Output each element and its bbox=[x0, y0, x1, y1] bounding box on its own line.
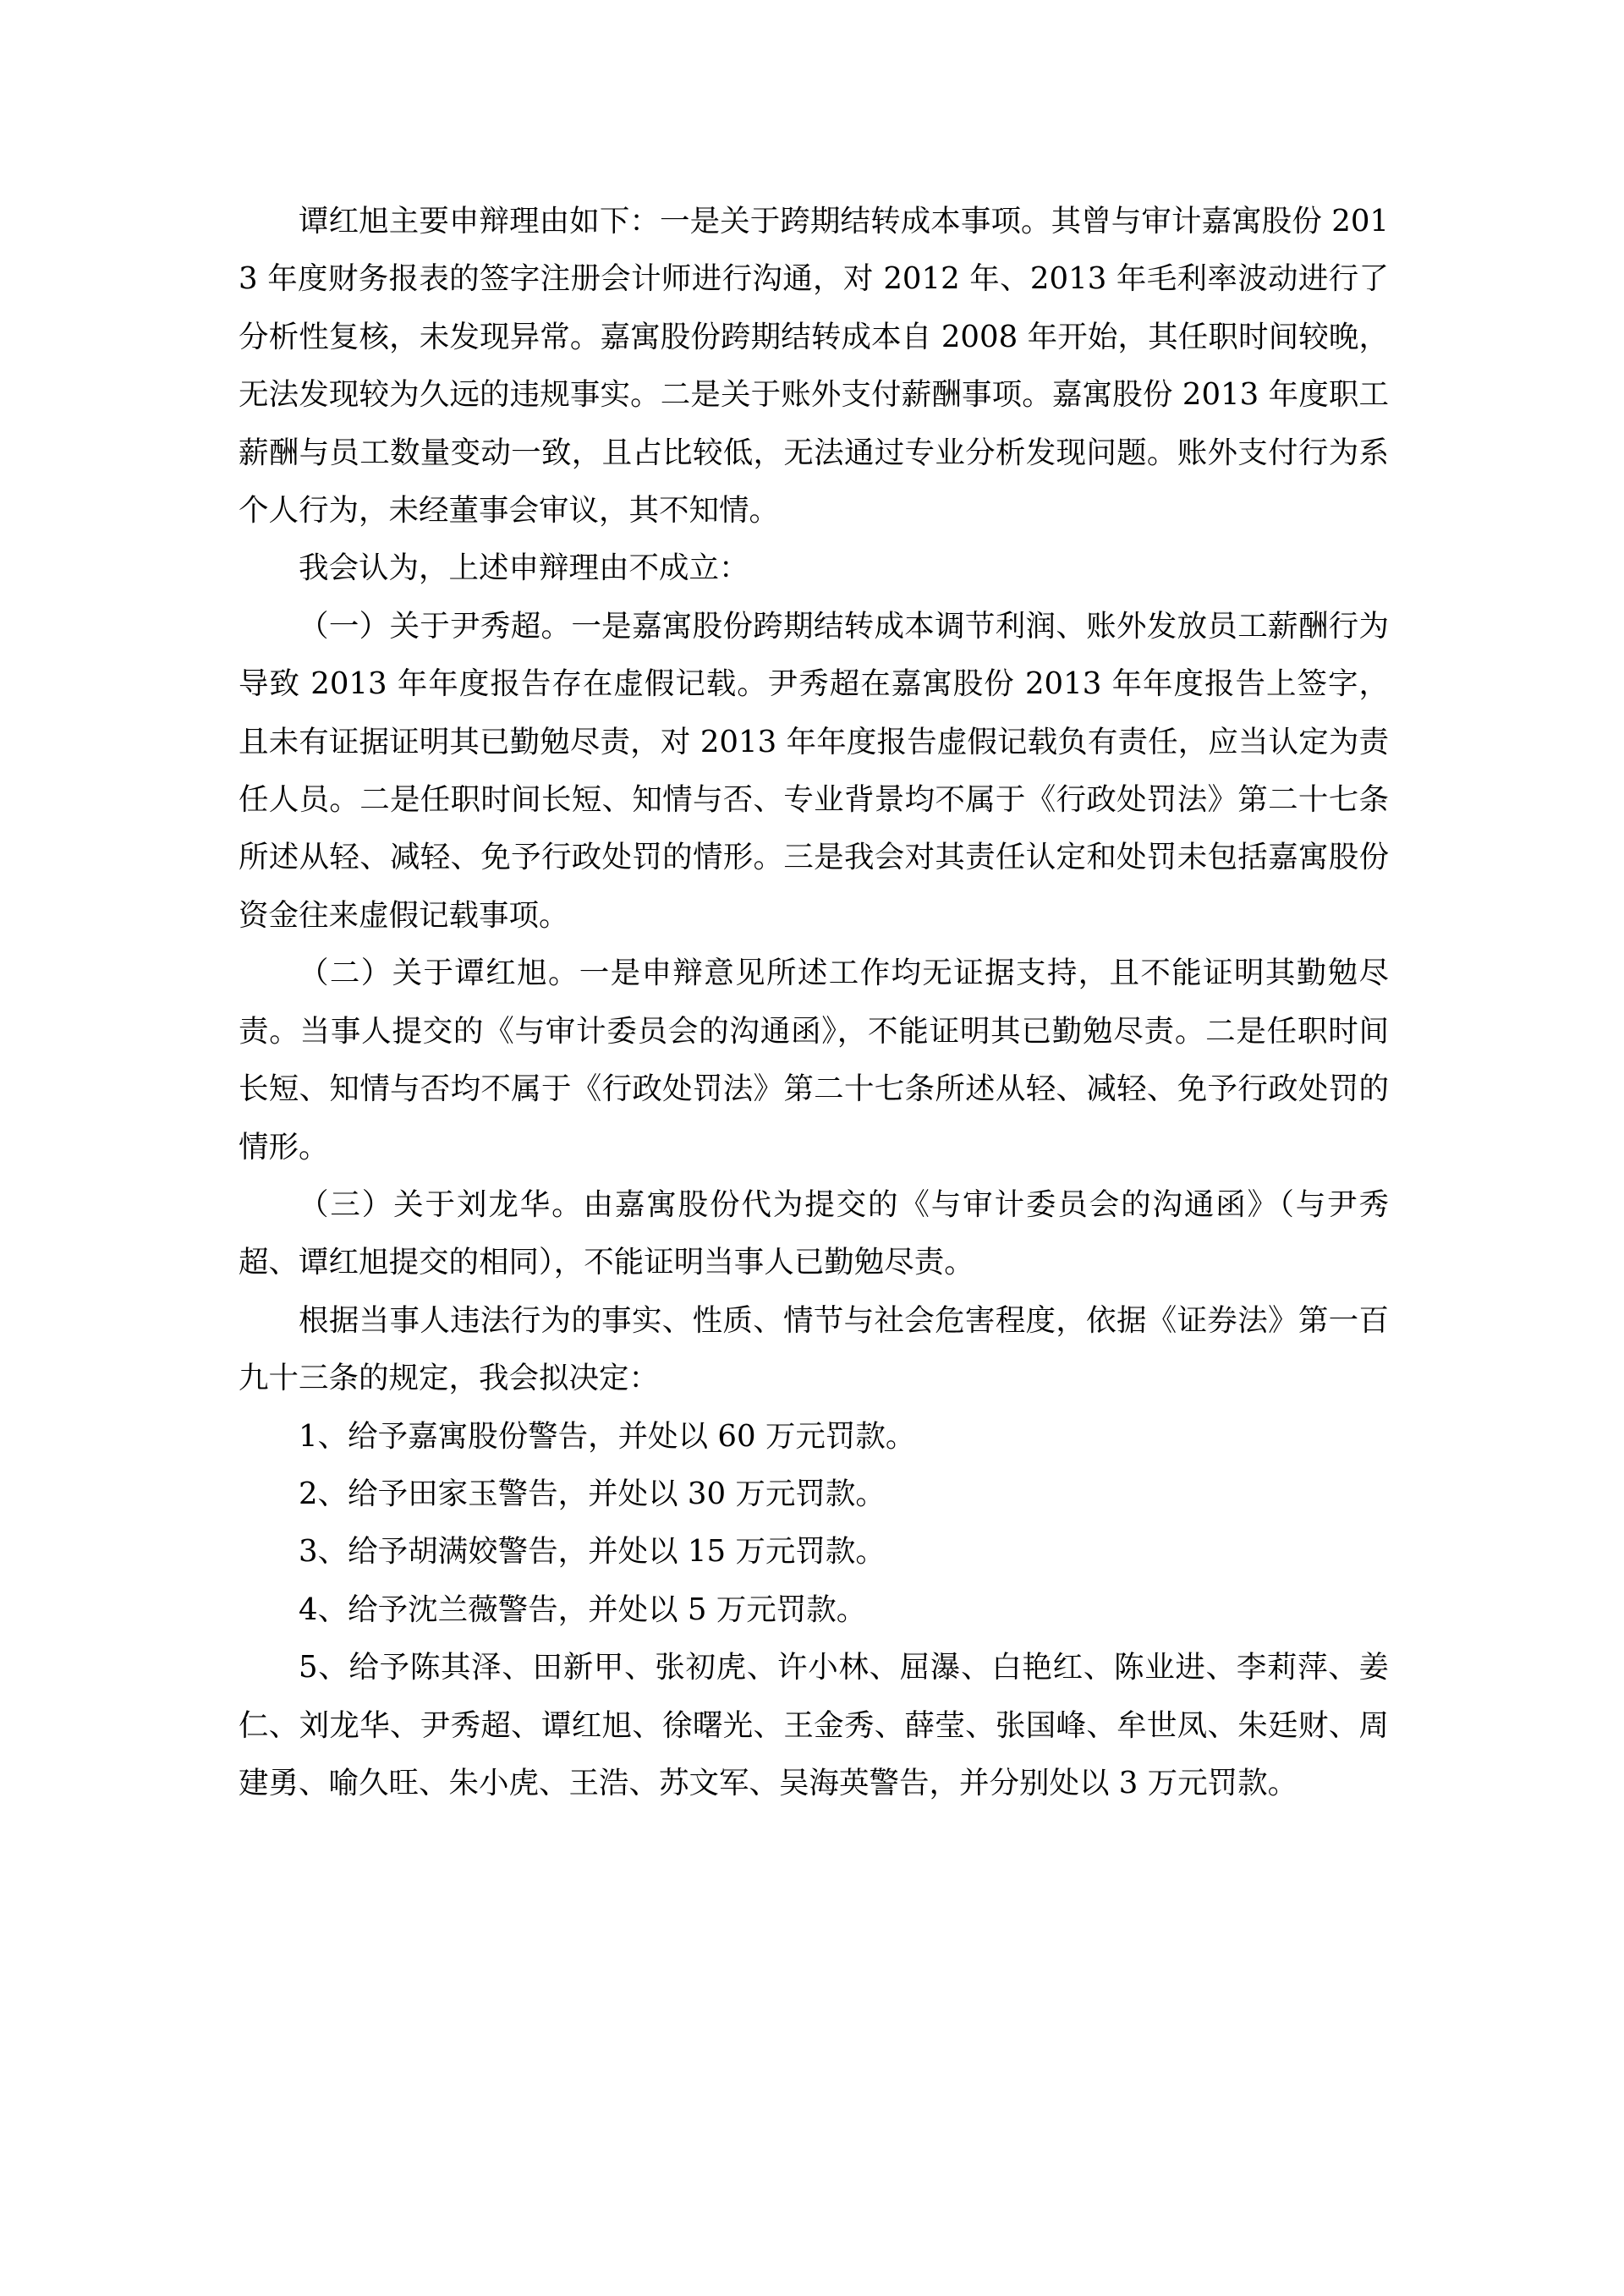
paragraph-penalty-item-5: 5、给予陈其泽、田新甲、张初虎、许小林、屈瀑、白艳红、陈业进、李莉萍、姜仁、刘龙华、尹秀超、谭红旭、徐曙光、王金秀、薛莹、张国峰、牟世凤、朱廷财、周建勇、喻久旺、朱小虎、王浩、苏文军、吴海英警告，并分别处以 3 万元罚款。 bbox=[239, 1650, 1389, 1800]
paragraph-legal-basis: 根据当事人违法行为的事实、性质、情节与社会危害程度，依据《证券法》第一百九十三条的规定，我会拟决定： bbox=[239, 1302, 1389, 1396]
paragraph-penalty-item-4: 4、给予沈兰薇警告，并处以 5 万元罚款。 bbox=[299, 1592, 867, 1627]
paragraph-penalty-item-3: 3、给予胡满姣警告，并处以 15 万元罚款。 bbox=[299, 1534, 886, 1570]
paragraph-tan-hongxu-defense: 谭红旭主要申辩理由如下：一是关于跨期结转成本事项。其曾与审计嘉寓股份 2013 年度财务报表的签字注册会计师进行沟通，对 2012 年、2013 年毛利率波动进行了分析性复核，未发现异常。嘉寓股份跨期结转成本自 2008 年开始，其任职时间较晚，无法发现较为久远的违规事实。二是关于账外支付薪酬事项。嘉寓股份 2013 年度职工薪酬与员工数量变动一致，且占比较低，无法通过专业分析发现问题。账外支付行为系个人行为，未经董事会审议，其不知情。 bbox=[239, 204, 1389, 529]
document-body bbox=[239, 193, 1389, 1812]
paragraph-section-three-liulonghua: （三）关于刘龙华。由嘉寓股份代为提交的《与审计委员会的沟通函》（与尹秀超、谭红旭提交的相同），不能证明当事人已勤勉尽责。 bbox=[239, 1186, 1389, 1280]
paragraph-penalty-item-1: 1、给予嘉寓股份警告，并处以 60 万元罚款。 bbox=[299, 1418, 916, 1454]
paragraph-section-two-tanhongxu: （二）关于谭红旭。一是申辩意见所述工作均无证据支持，且不能证明其勤勉尽责。当事人提交的《与审计委员会的沟通函》，不能证明其已勤勉尽责。二是任职时间长短、知情与否均不属于《行政处罚法》第二十七条所述从轻、减轻、免予行政处罚的情形。 bbox=[239, 956, 1389, 1164]
paragraph-commission-conclusion: 我会认为，上述申辩理由不成立： bbox=[299, 551, 749, 586]
paragraph-penalty-item-2: 2、给予田家玉警告，并处以 30 万元罚款。 bbox=[299, 1476, 886, 1511]
paragraph-section-one-yinxiuchao: （一）关于尹秀超。一是嘉寓股份跨期结转成本调节利润、账外发放员工薪酬行为导致 2013 年年度报告存在虚假记载。尹秀超在嘉寓股份 2013 年年度报告上签字，且未有证据证明其已勤勉尽责，对 2013 年年度报告虚假记载负有责任，应当认定为责任人员。二是任职时间长短、知情与否、专业背景均不属于《行政处罚法》第二十七条所述从轻、减轻、免予行政处罚的情形。三是我会对其责任认定和处罚未包括嘉寓股份资金往来虚假记载事项。 bbox=[239, 608, 1389, 933]
